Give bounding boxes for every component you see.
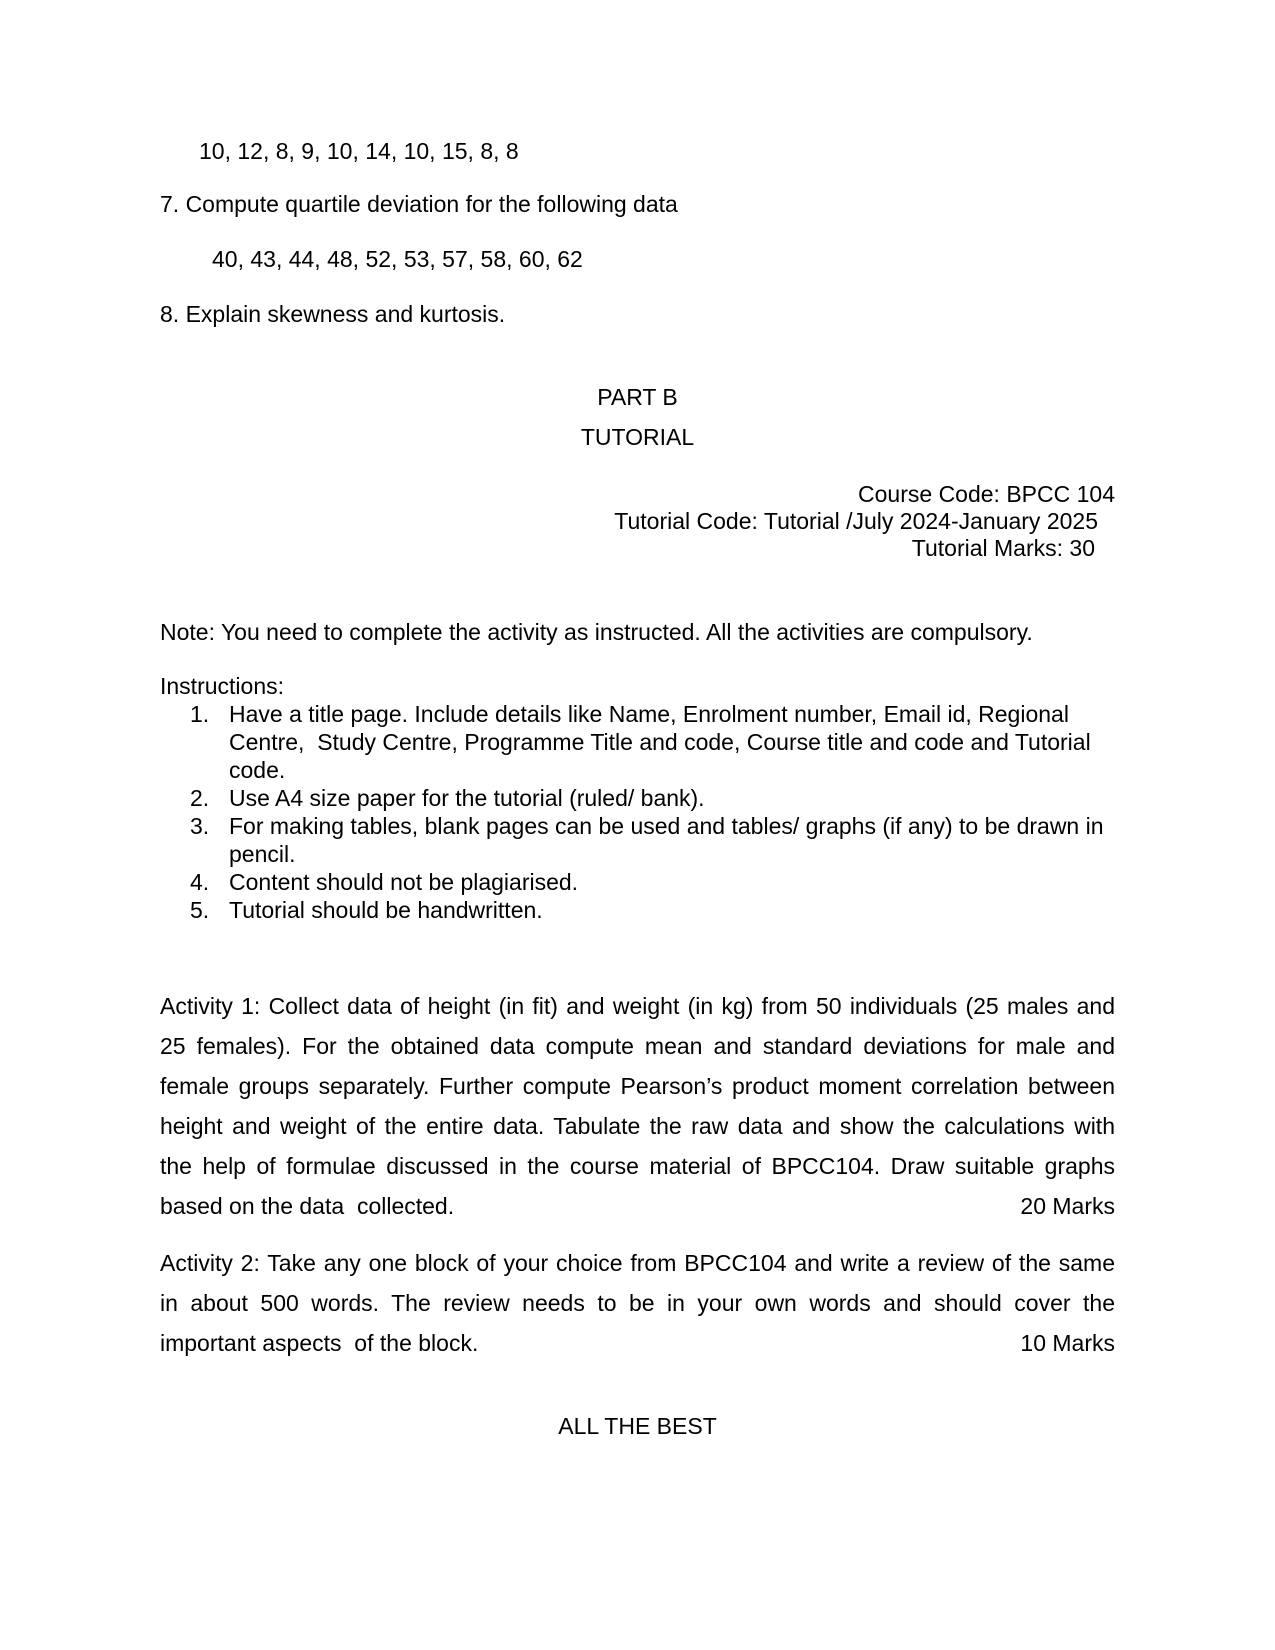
instruction-item-2: [190, 784, 1115, 812]
course-info-block: [160, 481, 1115, 562]
instruction-number: 5.: [190, 897, 210, 923]
instruction-line: Tutorial should be handwritten.: [229, 897, 543, 923]
question-8: 8. Explain skewness and kurtosis.: [160, 301, 506, 327]
instruction-line: Content should not be plagiarised.: [229, 869, 579, 895]
activity-last-line: [160, 1186, 1115, 1226]
instructions-list: [190, 700, 1115, 924]
activity-1-paragraph: [160, 986, 1115, 1226]
instruction-line: Use A4 size paper for the tutorial (ruled/ bank).: [229, 785, 705, 811]
activity-line: the help of formulae discussed in the course material of BPCC104. Draw suitable graphs: [160, 1153, 1115, 1179]
instruction-number: 3.: [190, 813, 210, 839]
instruction-line: code.: [229, 757, 286, 783]
tutorial-marks-line: Tutorial Marks: 30: [911, 535, 1095, 561]
activity-2-marks: 10 Marks: [1020, 1330, 1115, 1356]
instructions-heading: Instructions:: [160, 673, 284, 699]
instruction-number: 1.: [190, 701, 210, 727]
activity-line: height and weight of the entire data. Tabulate the raw data and show the calculations with: [160, 1113, 1115, 1139]
course-code-line: Course Code: BPCC 104: [858, 481, 1115, 507]
instruction-line: For making tables, blank pages can be used and tables/ graphs (if any) to be drawn in: [229, 813, 1104, 839]
activity-line: in about 500 words. The review needs to be in your own words and should cover the: [160, 1290, 1115, 1316]
tutorial-heading: TUTORIAL: [580, 424, 695, 450]
instruction-number: 2.: [190, 785, 210, 811]
part-b-heading: PART B: [597, 384, 678, 410]
question-7-data-line: 40, 43, 44, 48, 52, 53, 57, 58, 60, 62: [212, 246, 583, 272]
instruction-line: pencil.: [229, 841, 296, 867]
instruction-item-5: [190, 896, 1115, 924]
instruction-text: [229, 896, 1115, 924]
activity-line: Activity 2: Take any one block of your choice from BPCC104 and write a review of the same: [160, 1250, 1115, 1276]
activity-line: female groups separately. Further compute Pearson’s product moment correlation between: [160, 1073, 1115, 1099]
activity-line: based on the data collected.: [160, 1193, 455, 1219]
instruction-line: Centre, Study Centre, Programme Title and code, Course title and code and Tutorial: [229, 729, 1091, 755]
question-7: 7. Compute quartile deviation for the following data: [160, 191, 678, 217]
closing-text: ALL THE BEST: [558, 1413, 717, 1439]
instruction-item-4: [190, 868, 1115, 896]
instruction-item-3: [190, 812, 1115, 868]
activity-2-paragraph: [160, 1243, 1115, 1363]
instruction-line: Have a title page. Include details like Name, Enrolment number, Email id, Regional: [229, 701, 1069, 727]
instruction-text: [229, 700, 1115, 784]
activity-last-line: [160, 1323, 1115, 1363]
instruction-text: [229, 868, 1115, 896]
instruction-item-1: [190, 700, 1115, 784]
activity-1-marks: 20 Marks: [1020, 1193, 1115, 1219]
activity-line: Activity 1: Collect data of height (in fit) and weight (in kg) from 50 individuals (25 males and: [160, 993, 1115, 1019]
instruction-number: 4.: [190, 869, 210, 895]
activity-line: important aspects of the block.: [160, 1330, 479, 1356]
activity-line: 25 females). For the obtained data compute mean and standard deviations for male and: [160, 1033, 1115, 1059]
instruction-text: [229, 812, 1115, 868]
question-6-data-line: 10, 12, 8, 9, 10, 14, 10, 15, 8, 8: [199, 138, 519, 164]
tutorial-code-line: Tutorial Code: Tutorial /July 2024-January 2025: [614, 508, 1098, 534]
note-text: Note: You need to complete the activity as instructed. All the activities are compulsory.: [160, 619, 1033, 645]
instruction-text: [229, 784, 1115, 812]
